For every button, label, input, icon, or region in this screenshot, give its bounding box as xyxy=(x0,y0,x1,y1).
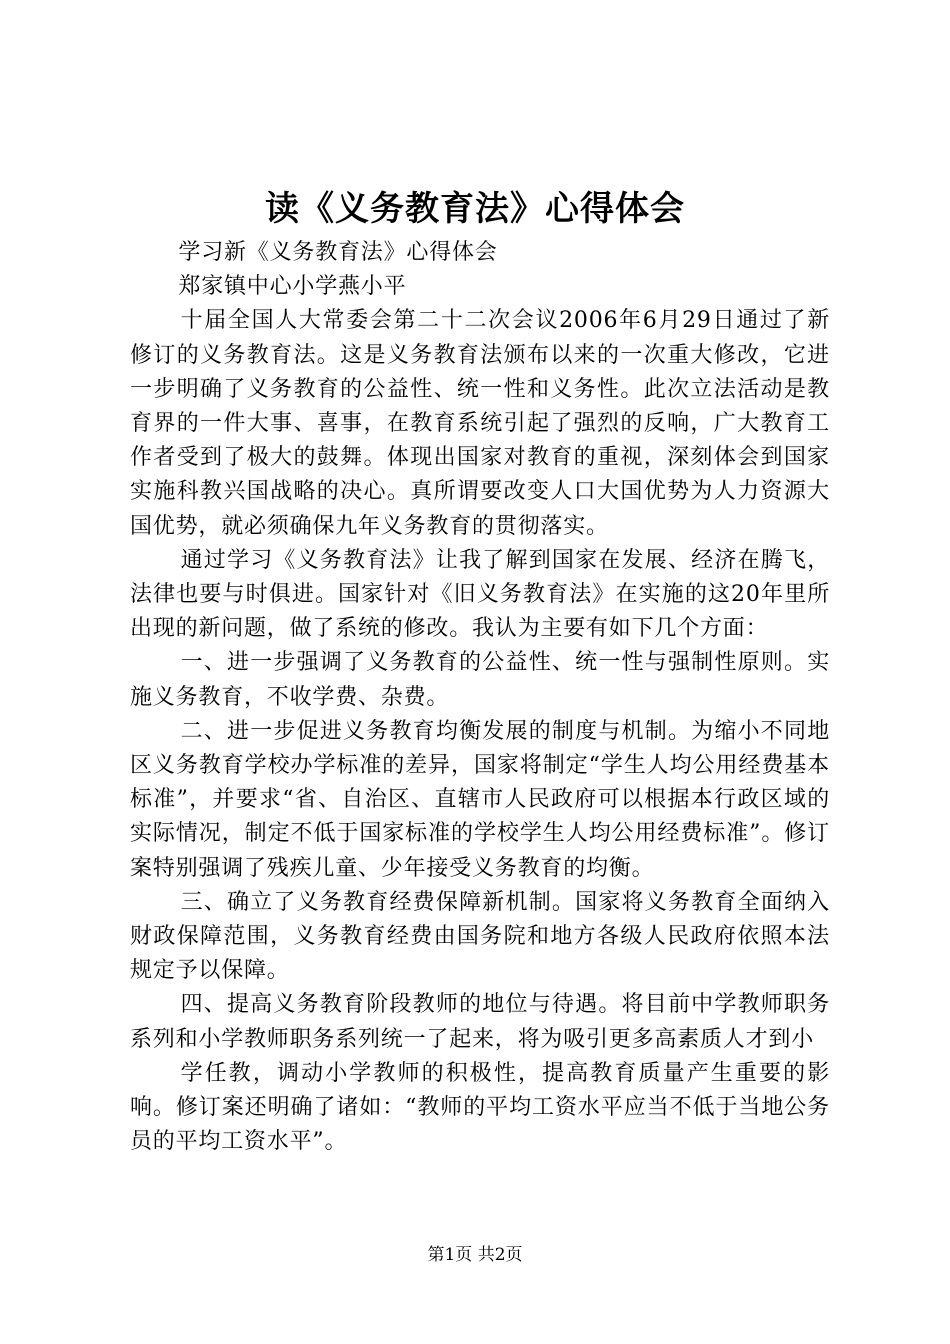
document-author: 郑家镇中心小学燕小平 xyxy=(178,274,407,300)
body-paragraph-1: 十届全国人大常委会第二十二次会议2006年6月29日通过了新修订的义务教育法。这是义务教育法颁布以来的一次重大修改，它进一步明确了义务教育的公益性、统一性和义务性。此次立法活动是教育界的一件大事、喜事，在教育系统引起了强烈的反响，广大教育工作者受到了极大的鼓舞。体现出国家对教育的重视，深刻体会到国家实施科教兴国战略的决心。真所谓要改变人口大国优势为人力资源大国优势，就必须确保九年义务教育的贯彻落实。 xyxy=(130,308,830,539)
body-paragraph-5: 三、确立了义务教育经费保障新机制。国家将义务教育全面纳入财政保障范围，义务教育经费由国务院和地方各级人民政府依照本法规定予以保障。 xyxy=(130,889,830,984)
document-body xyxy=(130,236,830,1159)
body-paragraph-3: 一、进一步强调了义务教育的公益性、统一性与强制性原则。实施义务教育，不收学费、杂费。 xyxy=(130,650,830,710)
body-paragraph-7: 学任教，调动小学教师的积极性，提高教育质量产生重要的影响。修订案还明确了诸如：“教师的平均工资水平应当不低于当地公务员的平均工资水平”。 xyxy=(130,1060,830,1155)
page-number-footer: 第1页 共2页 xyxy=(427,1245,523,1265)
body-paragraph-4: 二、进一步促进义务教育均衡发展的制度与机制。为缩小不同地区义务教育学校办学标准的差异，国家将制定“学生人均公用经费基本标准”，并要求“省、自治区、直辖市人民政府可以根据本行政区域的实际情况，制定不低于国家标准的学校学生人均公用经费标准”。修订案特别强调了残疾儿童、少年接受义务教育的均衡。 xyxy=(130,718,830,881)
body-paragraph-2: 通过学习《义务教育法》让我了解到国家在发展、经济在腾飞，法律也要与时俱进。国家针对《旧义务教育法》在实施的这20年里所出现的新问题，做了系统的修改。我认为主要有如下几个方面： xyxy=(130,547,830,642)
document-title: 读《义务教育法》心得体会 xyxy=(265,189,685,229)
body-paragraph-6: 四、提高义务教育阶段教师的地位与待遇。将目前中学教师职务系列和小学教师职务系列统一了起来，将为吸引更多高素质人才到小 xyxy=(130,992,830,1052)
document-subtitle: 学习新《义务教育法》心得体会 xyxy=(178,240,498,265)
